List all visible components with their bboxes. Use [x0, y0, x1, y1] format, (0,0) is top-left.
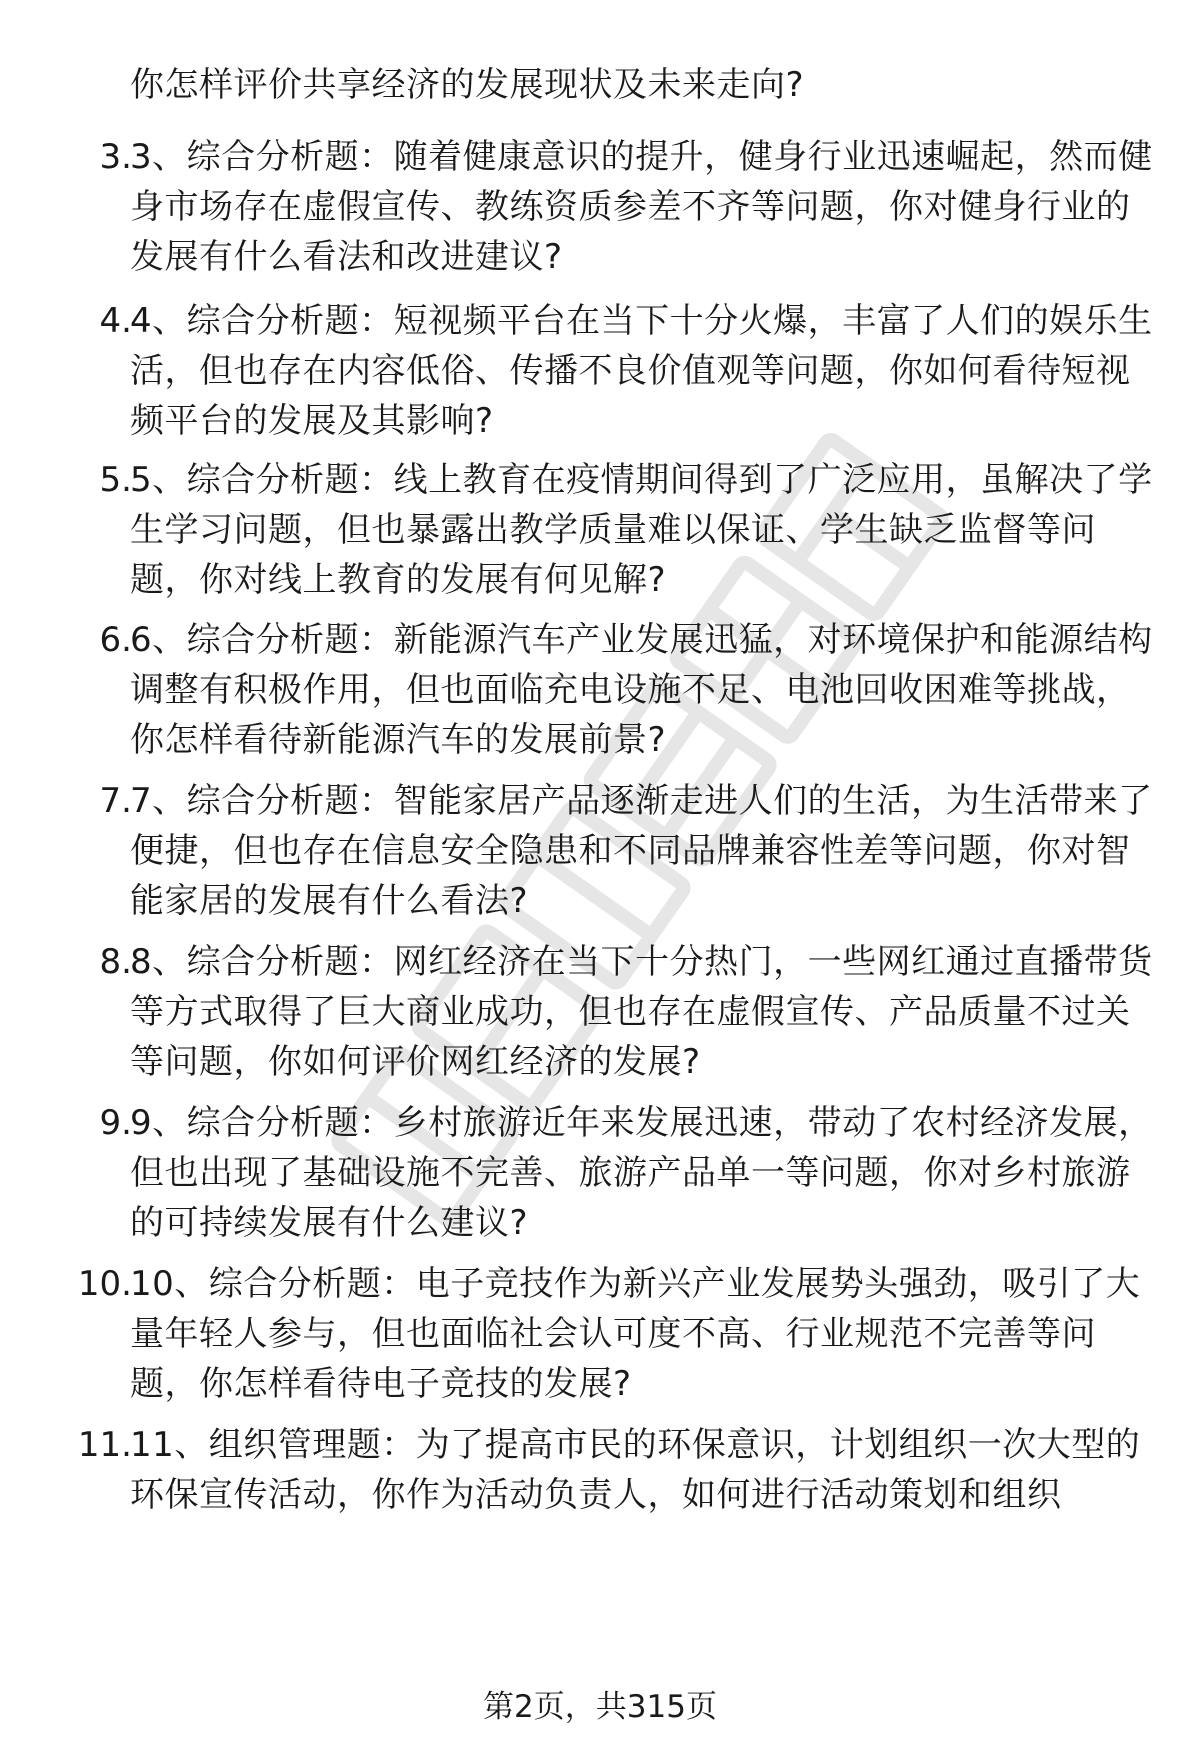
- page-footer: 第2页，共315页: [483, 1689, 717, 1725]
- item-text: 11、组织管理题：为了提高市民的环保意识，计划组织一次大型的环保宣传活动，你作为活动负责人，如何进行活动策划和组织: [130, 1425, 1141, 1515]
- item-text: 9、综合分析题：乡村旅游近年来发展迅速，带动了农村经济发展，但也出现了基础设施不完善、旅游产品单一等问题，你对乡村旅游的可持续发展有什么建议?: [130, 1103, 1153, 1243]
- item-number: 11.: [77, 1425, 132, 1465]
- item-number: 3.: [99, 137, 132, 177]
- item-text: 6、综合分析题：新能源汽车产业发展迅猛，对环境保护和能源结构调整有积极作用，但也面临充电设施不足、电池回收困难等挑战，你怎样看待新能源汽车的发展前景?: [130, 620, 1153, 760]
- item-number: 4.: [99, 301, 132, 341]
- item-number: 6.: [99, 620, 132, 660]
- item-text: 8、综合分析题：网红经济在当下十分热门，一些网红通过直播带货等方式取得了巨大商业成功，但也存在虚假宣传、产品质量不过关等问题，你如何评价网红经济的发展?: [130, 942, 1153, 1082]
- item-number: 10.: [77, 1264, 132, 1304]
- item-text: 4、综合分析题：短视频平台在当下十分火爆，丰富了人们的娱乐生活，但也存在内容低俗、传播不良价值观等问题，你如何看待短视频平台的发展及其影响?: [130, 301, 1153, 441]
- item-number: 9.: [99, 1103, 132, 1143]
- item-text: 7、综合分析题：智能家居产品逐渐走进人们的生活，为生活带来了便捷，但也存在信息安全隐患和不同品牌兼容性差等问题，你对智能家居的发展有什么看法?: [130, 781, 1153, 921]
- item-number: 7.: [99, 781, 132, 821]
- continued-question-text: 你怎样评价共享经济的发展现状及未来走向?: [130, 65, 805, 105]
- item-text: 5、综合分析题：线上教育在疫情期间得到了广泛应用，虽解决了学生学习问题，但也暴露出教学质量难以保证、学生缺乏监督等问题，你对线上教育的发展有何见解?: [130, 460, 1153, 600]
- item-text: 3、综合分析题：随着健康意识的提升，健身行业迅速崛起，然而健身市场存在虚假宣传、教练资质参差不齐等问题，你对健身行业的发展有什么看法和改进建议?: [130, 137, 1153, 277]
- item-number: 8.: [99, 942, 132, 982]
- item-number: 5.: [99, 460, 132, 500]
- item-text: 10、综合分析题：电子竞技作为新兴产业发展势头强劲，吸引了大量年轻人参与，但也面临社会认可度不高、行业规范不完善等问题，你怎样看待电子竞技的发展?: [130, 1264, 1141, 1404]
